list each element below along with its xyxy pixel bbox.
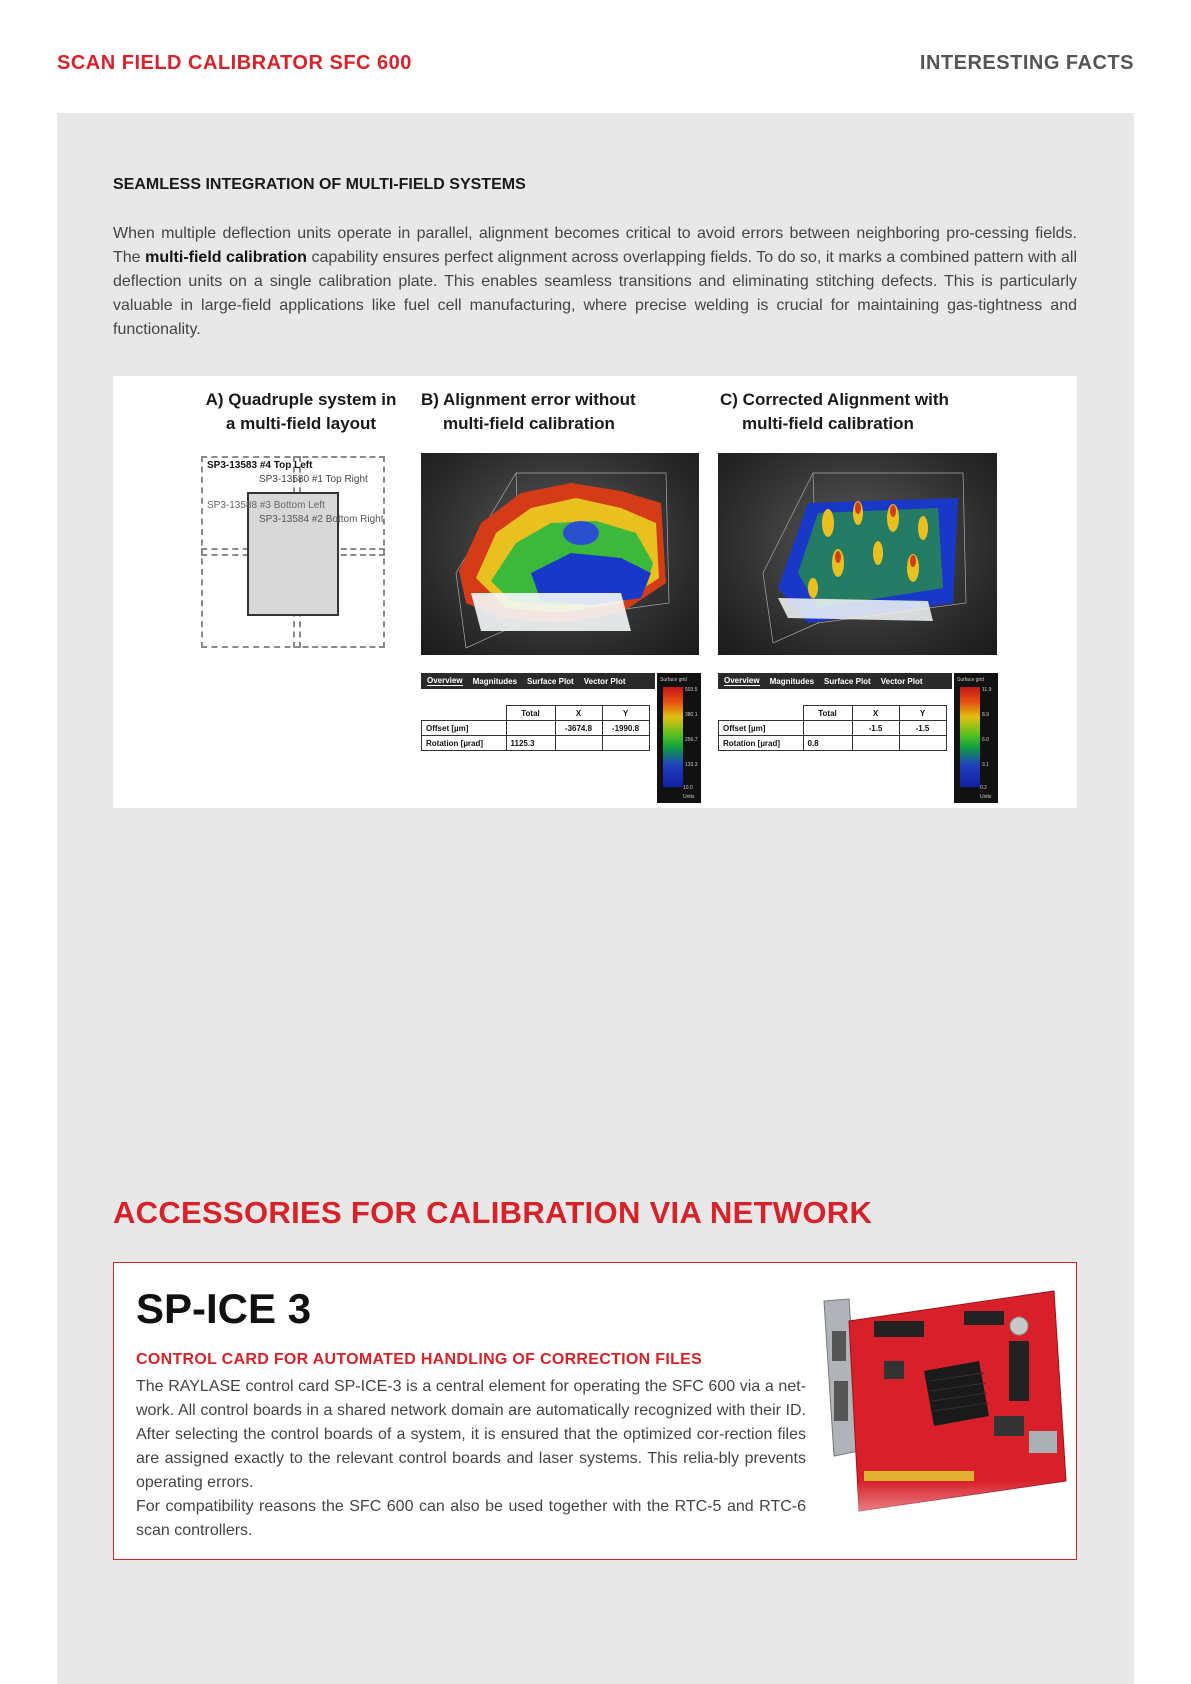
cell-offset-x: -3674.8 bbox=[555, 721, 602, 736]
result-table-c bbox=[718, 705, 947, 751]
result-panel-b bbox=[421, 673, 701, 805]
header-document-title: SCAN FIELD CALIBRATOR SFC 600 bbox=[57, 52, 412, 74]
header-section-title: INTERESTING FACTS bbox=[919, 52, 1134, 74]
result-table-b bbox=[421, 705, 650, 751]
product-description-paragraph: For compatibility reasons the SFC 600 can also be used together with the RTC-5 and RTC-6 scan controllers. bbox=[136, 1498, 806, 1539]
section-heading: SEAMLESS INTEGRATION OF MULTI-FIELD SYSTEMS bbox=[113, 176, 526, 193]
field-label-3: SP3-13588 #3 Bottom Left bbox=[207, 500, 325, 511]
colorbar-b bbox=[657, 673, 701, 803]
header-y: Y bbox=[899, 706, 946, 721]
table-row bbox=[719, 721, 947, 736]
caption-a-line1: A) Quadruple system in bbox=[205, 390, 397, 409]
surface-plot-uncalibrated bbox=[421, 453, 699, 655]
colorbar-gradient bbox=[663, 687, 683, 787]
header-x: X bbox=[852, 706, 899, 721]
colorbar-tick: 133.3 bbox=[685, 762, 698, 768]
colorbar-tick: 0.2 bbox=[980, 785, 987, 791]
table-row bbox=[422, 721, 650, 736]
row-label-offset: Offset [µm] bbox=[719, 721, 804, 736]
surface-plot-c-graphic bbox=[718, 453, 997, 655]
calibration-figure bbox=[113, 376, 1077, 808]
colorbar-gradient bbox=[960, 687, 980, 787]
colorbar-tick: 256.7 bbox=[685, 737, 698, 743]
colorbar-tick: 3.1 bbox=[982, 762, 989, 768]
header-y: Y bbox=[602, 706, 649, 721]
section-intro bbox=[113, 222, 1077, 342]
accessories-heading: ACCESSORIES FOR CALIBRATION VIA NETWORK bbox=[113, 1195, 873, 1230]
tab-magnitudes[interactable]: Magnitudes bbox=[472, 676, 518, 686]
field-label-2: SP3-13580 #1 Top Right bbox=[259, 474, 368, 485]
result-tabs-c bbox=[718, 673, 952, 689]
tab-overview[interactable]: Overview bbox=[427, 676, 463, 685]
row-label-rotation: Rotation [µrad] bbox=[719, 736, 804, 751]
intro-text-2: capability ensures perfect alignment across overlapping fields. To do so, it marks a combined pattern with all deflection units on a single calibration plate. This enables seamless transitions and eliminating stitching defects. This is particularly valuable in large-field applications like fuel cell manufacturing, where precise welding is crucial for maintaining gas-tightness and functionality. bbox=[113, 249, 1078, 338]
colorbar-title: Surface grid bbox=[660, 677, 687, 683]
intro-bold: multi-field calibration bbox=[145, 249, 307, 266]
cell-offset-y: -1.5 bbox=[899, 721, 946, 736]
result-tabs-b bbox=[421, 673, 655, 689]
tab-overview[interactable]: Overview bbox=[724, 676, 760, 685]
colorbar-unit: Units bbox=[683, 794, 695, 800]
tab-surface-plot[interactable]: Surface Plot bbox=[824, 676, 871, 686]
colorbar-title: Surface grid bbox=[957, 677, 984, 683]
surface-plot-b-graphic bbox=[421, 453, 699, 655]
table-header-row bbox=[422, 706, 650, 721]
table-row bbox=[422, 736, 650, 751]
colorbar-unit: Units bbox=[980, 794, 992, 800]
cell-offset-total bbox=[506, 721, 555, 736]
intro-text-1: When multiple deflection units operate in parallel, alignment becomes critical to avoid errors between neighboring pro-cessing fields. The bbox=[113, 225, 1077, 266]
cell-rotation-total: 1125.3 bbox=[506, 736, 555, 751]
header-total: Total bbox=[506, 706, 555, 721]
tab-surface-plot[interactable]: Surface Plot bbox=[527, 676, 574, 686]
cell-offset-total bbox=[803, 721, 852, 736]
field-label-4: SP3-13584 #2 Bottom Right bbox=[259, 514, 384, 525]
colorbar-tick: 10.0 bbox=[683, 785, 693, 791]
caption-b-line1: B) Alignment error without bbox=[421, 390, 636, 409]
colorbar-tick: 6.0 bbox=[982, 737, 989, 743]
product-card-sp-ice-3 bbox=[113, 1262, 1077, 1560]
pcb-board-graphic bbox=[804, 1281, 1074, 1551]
colorbar-tick: 503.5 bbox=[685, 687, 698, 693]
colorbar-tick: 11.9 bbox=[982, 687, 992, 693]
cell-offset-y: -1990.8 bbox=[602, 721, 649, 736]
product-title: SP-ICE 3 bbox=[136, 1285, 312, 1332]
table-header-row bbox=[719, 706, 947, 721]
caption-c-line2: multi-field calibration bbox=[742, 414, 914, 433]
caption-b bbox=[421, 388, 671, 436]
caption-c bbox=[720, 388, 980, 436]
colorbar-c bbox=[954, 673, 998, 803]
result-panel-c bbox=[718, 673, 998, 805]
product-subtitle: CONTROL CARD FOR AUTOMATED HANDLING OF CORRECTION FILES bbox=[136, 1351, 703, 1368]
surface-plot-calibrated bbox=[718, 453, 997, 655]
tab-vector-plot[interactable]: Vector Plot bbox=[880, 676, 923, 686]
row-label-rotation: Rotation [µrad] bbox=[422, 736, 507, 751]
caption-a bbox=[201, 388, 401, 436]
colorbar-tick: 380.1 bbox=[685, 712, 698, 718]
product-description bbox=[136, 1375, 806, 1543]
caption-a-line2: a multi-field layout bbox=[225, 414, 377, 433]
caption-b-line2: multi-field calibration bbox=[443, 414, 615, 433]
header-total: Total bbox=[803, 706, 852, 721]
multi-field-layout-diagram bbox=[201, 456, 401, 656]
caption-c-line1: C) Corrected Alignment with bbox=[720, 390, 949, 409]
tab-magnitudes[interactable]: Magnitudes bbox=[769, 676, 815, 686]
header-x: X bbox=[555, 706, 602, 721]
colorbar-tick: 8.9 bbox=[982, 712, 989, 718]
cell-rotation-total: 0.8 bbox=[803, 736, 852, 751]
table-row bbox=[719, 736, 947, 751]
product-description-paragraph: The RAYLASE control card SP-ICE-3 is a central element for operating the SFC 600 via a net-work. All control boards in a shared network domain are automatically recognized with their ID. After selecting the control boards of a system, it is ensured that the optimized cor-rection files are assigned exactly to the relevant control boards and laser systems. This relia-bly prevents operating errors. bbox=[136, 1378, 806, 1491]
row-label-offset: Offset [µm] bbox=[422, 721, 507, 736]
control-card-image bbox=[804, 1281, 1074, 1551]
cell-offset-x: -1.5 bbox=[852, 721, 899, 736]
field-label-1: SP3-13583 #4 Top Left bbox=[207, 460, 313, 471]
tab-vector-plot[interactable]: Vector Plot bbox=[583, 676, 626, 686]
